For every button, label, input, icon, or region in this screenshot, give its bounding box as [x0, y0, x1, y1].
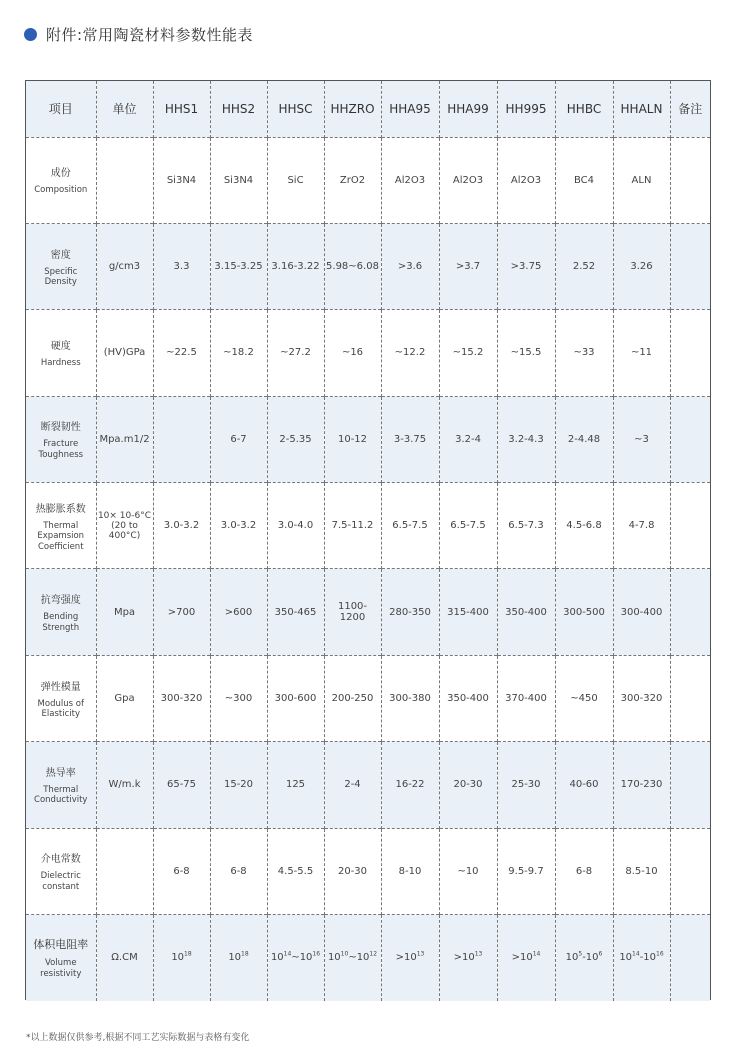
row-label-zh: 硬度 — [50, 341, 71, 353]
table-row — [26, 396, 710, 482]
column-header: 项目 — [26, 81, 96, 137]
value-part-pre: > — [453, 952, 462, 964]
unit-text: g/cm3 — [108, 261, 141, 273]
value-cell: 3.0-3.2 — [153, 483, 210, 569]
value-part-e1: 10 — [340, 951, 349, 959]
table-header-row — [26, 81, 710, 137]
value-cell: 300-320 — [613, 655, 670, 741]
row-label — [26, 483, 96, 569]
row-label-en: Thermal Conductivity — [34, 784, 88, 806]
column-header: HHA95 — [381, 81, 439, 137]
value-cell: 315-400 — [439, 569, 497, 655]
value-cell: 7.5-11.2 — [324, 483, 381, 569]
table-row — [26, 137, 710, 223]
unit-cell — [96, 655, 153, 741]
table-row — [26, 828, 710, 914]
value-cell — [153, 396, 210, 482]
value-cell: 300-500 — [555, 569, 613, 655]
unit-cell — [96, 483, 153, 569]
value-cell — [210, 915, 267, 1001]
value-cell: 2-4 — [324, 742, 381, 828]
unit-cell — [96, 223, 153, 309]
value-cell: ~3 — [613, 396, 670, 482]
value-part-e2: 12 — [369, 951, 378, 959]
note-cell — [670, 742, 710, 828]
value-part-e2: 16 — [312, 951, 321, 959]
value-part-e1: 14 — [532, 951, 541, 959]
value-cell: ~16 — [324, 310, 381, 396]
row-label-en: Modulus of Elasticity — [37, 698, 84, 720]
row-label — [26, 828, 96, 914]
value-cell: >600 — [210, 569, 267, 655]
note-cell — [670, 396, 710, 482]
table-row — [26, 915, 710, 1001]
value-cell: 5.98~6.08 — [324, 223, 381, 309]
value-part-b1: 10 — [228, 952, 242, 964]
value-cell: ZrO2 — [324, 137, 381, 223]
value-cell: Si3N4 — [210, 137, 267, 223]
row-label-en: Hardness — [40, 358, 81, 369]
row-label-zh: 密度 — [50, 249, 71, 261]
value-cell: ~10 — [439, 828, 497, 914]
column-header: 备注 — [670, 81, 710, 137]
value-part-e1: 5 — [578, 951, 583, 959]
value-cell: ~12.2 — [381, 310, 439, 396]
column-header: HHS2 — [210, 81, 267, 137]
value-cell: 4.5-6.8 — [555, 483, 613, 569]
value-cell — [381, 915, 439, 1001]
value-cell: SiC — [267, 137, 324, 223]
column-header: 单位 — [96, 81, 153, 137]
value-cell — [267, 915, 324, 1001]
page-title: 附件:常用陶瓷材料参数性能表 — [46, 25, 254, 44]
value-cell — [497, 915, 555, 1001]
column-header: HHS1 — [153, 81, 210, 137]
value-cell: 6-8 — [555, 828, 613, 914]
value-cell: Al2O3 — [381, 137, 439, 223]
row-label-en: Specific Density — [44, 266, 78, 288]
value-cell: 25-30 — [497, 742, 555, 828]
value-cell: 2-5.35 — [267, 396, 324, 482]
page-header — [24, 24, 253, 44]
row-label — [26, 137, 96, 223]
value-cell: >700 — [153, 569, 210, 655]
note-cell — [670, 223, 710, 309]
value-cell: 350-400 — [497, 569, 555, 655]
value-cell: ~15.5 — [497, 310, 555, 396]
value-cell — [153, 915, 210, 1001]
row-label — [26, 742, 96, 828]
value-part-e1: 13 — [416, 951, 425, 959]
note-cell — [670, 655, 710, 741]
value-cell: 2-4.48 — [555, 396, 613, 482]
value-cell: 6.5-7.5 — [381, 483, 439, 569]
row-label-zh: 介电常数 — [40, 854, 81, 866]
note-cell — [670, 483, 710, 569]
value-part-e1: 13 — [474, 951, 483, 959]
unit-cell — [96, 828, 153, 914]
note-cell — [670, 310, 710, 396]
value-part-b1: 10 — [462, 952, 475, 964]
value-cell: ~18.2 — [210, 310, 267, 396]
bullet-dot-icon — [24, 28, 37, 41]
row-label — [26, 223, 96, 309]
value-cell: >3.7 — [439, 223, 497, 309]
value-part-e1: 18 — [184, 951, 192, 959]
note-cell — [670, 915, 710, 1001]
unit-text: (HV)GPa — [103, 347, 146, 359]
value-cell: 6.5-7.3 — [497, 483, 555, 569]
value-part-b1: 10 — [171, 952, 185, 964]
value-cell: >3.75 — [497, 223, 555, 309]
column-header: HHZRO — [324, 81, 381, 137]
row-label-en: Dielectric constant — [40, 871, 81, 892]
value-part-b1: 10 — [270, 952, 284, 964]
value-cell: ~15.2 — [439, 310, 497, 396]
value-part-b2: -10 — [582, 952, 599, 964]
unit-text: 10× 10-6°C — [97, 510, 152, 521]
row-label-zh: 抗弯强度 — [40, 595, 81, 607]
value-cell: 125 — [267, 742, 324, 828]
row-label — [26, 915, 96, 1001]
value-part-b1: 10 — [619, 952, 633, 964]
value-cell: ~27.2 — [267, 310, 324, 396]
value-part-pre: > — [511, 952, 520, 964]
value-cell: Al2O3 — [439, 137, 497, 223]
row-label — [26, 396, 96, 482]
value-cell: Si3N4 — [153, 137, 210, 223]
row-label — [26, 569, 96, 655]
value-cell: 16-22 — [381, 742, 439, 828]
value-part-e2: 16 — [656, 951, 664, 959]
table-row — [26, 742, 710, 828]
value-cell: Al2O3 — [497, 137, 555, 223]
value-cell: ~22.5 — [153, 310, 210, 396]
value-part-e1: 18 — [241, 951, 249, 959]
row-label-zh: 成份 — [50, 168, 71, 180]
row-label-en: Fracture Toughness — [38, 439, 84, 460]
value-cell: 6-8 — [153, 828, 210, 914]
row-label-en: Composition — [34, 185, 88, 196]
value-part-b1: 10 — [520, 952, 533, 964]
row-label-zh: 热导率 — [45, 767, 76, 779]
value-cell: ALN — [613, 137, 670, 223]
value-cell: 3.16-3.22 — [267, 223, 324, 309]
value-cell: 6-8 — [210, 828, 267, 914]
row-label-en: Thermal Expamsion Coefficient — [37, 520, 85, 552]
value-cell: 3.3 — [153, 223, 210, 309]
value-cell: 6-7 — [210, 396, 267, 482]
value-cell: 350-400 — [439, 655, 497, 741]
value-cell: 8-10 — [381, 828, 439, 914]
value-cell: 4-7.8 — [613, 483, 670, 569]
value-cell: 300-600 — [267, 655, 324, 741]
value-part-b2: -10 — [639, 952, 657, 964]
value-cell: 65-75 — [153, 742, 210, 828]
unit-cell — [96, 915, 153, 1001]
value-part-b1: 10 — [565, 952, 579, 964]
value-cell: 20-30 — [324, 828, 381, 914]
row-label-zh: 体积电阻率 — [33, 938, 89, 952]
column-header: HHSC — [267, 81, 324, 137]
footnote: *以上数据仅供参考,根据不同工艺实际数据与表格有变化 — [26, 1033, 250, 1043]
value-cell: 300-380 — [381, 655, 439, 741]
value-cell — [439, 915, 497, 1001]
row-label-zh: 热膨胀系数 — [35, 503, 86, 515]
unit-text: Mpa.m1/2 — [99, 433, 150, 445]
note-cell — [670, 137, 710, 223]
value-cell — [555, 915, 613, 1001]
table-row — [26, 310, 710, 396]
row-label — [26, 310, 96, 396]
value-cell: 370-400 — [497, 655, 555, 741]
value-cell: 170-230 — [613, 742, 670, 828]
value-cell: ~11 — [613, 310, 670, 396]
row-label-zh: 断裂韧性 — [40, 422, 81, 434]
row-label — [26, 655, 96, 741]
row-label-en: Volume resistivity — [40, 958, 82, 979]
value-cell: 350-465 — [267, 569, 324, 655]
unit-text: Ω.CM — [111, 952, 138, 964]
value-part-e1: 14 — [632, 951, 640, 959]
row-label-zh: 弹性模量 — [40, 681, 81, 693]
table-row — [26, 569, 710, 655]
value-cell: 200-250 — [324, 655, 381, 741]
value-cell: 300-400 — [613, 569, 670, 655]
value-cell: >3.6 — [381, 223, 439, 309]
unit-text: Mpa — [113, 606, 136, 618]
value-cell: 280-350 — [381, 569, 439, 655]
value-cell: 3.0-4.0 — [267, 483, 324, 569]
value-part-b2: ~10 — [291, 952, 313, 964]
value-cell: BC4 — [555, 137, 613, 223]
value-cell: 40-60 — [555, 742, 613, 828]
column-header: HHBC — [555, 81, 613, 137]
value-cell: ~450 — [555, 655, 613, 741]
value-cell — [324, 915, 381, 1001]
table-row — [26, 223, 710, 309]
table-row — [26, 655, 710, 741]
value-part-b1: 10 — [327, 952, 341, 964]
value-cell: 4.5-5.5 — [267, 828, 324, 914]
value-cell: 10-12 — [324, 396, 381, 482]
note-cell — [670, 569, 710, 655]
value-cell: 6.5-7.5 — [439, 483, 497, 569]
value-part-pre: > — [395, 952, 404, 964]
unit-cell — [96, 396, 153, 482]
value-cell: 2.52 — [555, 223, 613, 309]
value-cell: 20-30 — [439, 742, 497, 828]
value-cell — [613, 915, 670, 1001]
value-cell: 3.2-4 — [439, 396, 497, 482]
unit-text: Gpa — [114, 693, 135, 705]
unit-cell — [96, 569, 153, 655]
value-cell: 3.0-3.2 — [210, 483, 267, 569]
value-cell: 8.5-10 — [613, 828, 670, 914]
value-cell: ~300 — [210, 655, 267, 741]
value-cell: 3.26 — [613, 223, 670, 309]
unit-text: W/m.k — [108, 779, 141, 791]
value-cell: 3-3.75 — [381, 396, 439, 482]
unit-text-range: (20 to 400°C) — [108, 520, 141, 541]
value-cell: 15-20 — [210, 742, 267, 828]
value-cell: 1100-1200 — [324, 569, 381, 655]
note-cell — [670, 828, 710, 914]
table-row — [26, 483, 710, 569]
value-cell: 300-320 — [153, 655, 210, 741]
ceramic-properties-table — [25, 80, 711, 1000]
value-cell: ~33 — [555, 310, 613, 396]
value-part-b2: ~10 — [348, 952, 370, 964]
value-part-e1: 14 — [283, 951, 292, 959]
row-label-en: Bending Strength — [42, 612, 80, 633]
value-part-b1: 10 — [404, 952, 417, 964]
column-header: HHA99 — [439, 81, 497, 137]
value-cell: 3.15-3.25 — [210, 223, 267, 309]
value-cell: 9.5-9.7 — [497, 828, 555, 914]
value-part-e2: 6 — [598, 951, 603, 959]
unit-cell — [96, 137, 153, 223]
column-header: HHALN — [613, 81, 670, 137]
value-cell: 3.2-4.3 — [497, 396, 555, 482]
unit-cell — [96, 742, 153, 828]
unit-cell — [96, 310, 153, 396]
column-header: HH995 — [497, 81, 555, 137]
